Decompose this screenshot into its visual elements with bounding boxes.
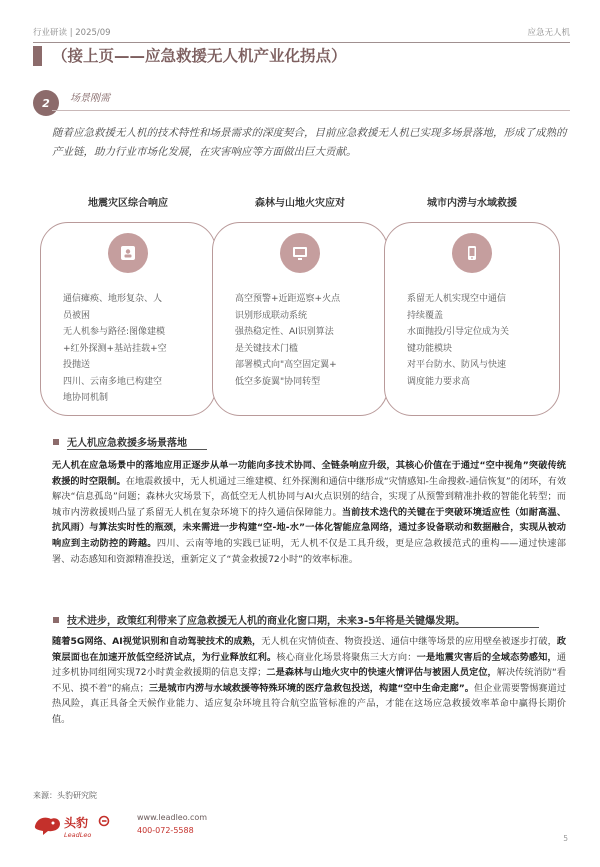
paragraph-scenarios bbox=[52, 458, 566, 567]
card-line: 系留无人机实现空中通信 bbox=[407, 294, 507, 304]
card-text bbox=[235, 291, 377, 390]
header-divider bbox=[33, 42, 570, 43]
card-line: 员被困 bbox=[63, 310, 91, 321]
bold-span: 无人机在应急场景中的落地应用正逐步从单一功能向多技术协同、全链条响应升级，其核心价值在于通过“空中视角”突破传统救援的时空限制。 bbox=[52, 460, 566, 487]
card-line: 调度能力要求高 bbox=[407, 376, 471, 387]
subsection-heading-text: 技术进步，政策红利带来了应急救援无人机的商业化窗口期，未来3-5年将是关键爆发期。 bbox=[67, 616, 466, 627]
section-divider bbox=[52, 110, 570, 111]
subsection-underline bbox=[67, 627, 539, 628]
id-card-icon bbox=[108, 233, 148, 273]
monitor-icon bbox=[280, 233, 320, 273]
card-line: 持续覆盖 bbox=[407, 310, 444, 321]
subsection-heading-text: 无人机应急救援多场景落地 bbox=[67, 438, 187, 449]
card-line: 部署模式向"高空固定翼+ bbox=[235, 360, 337, 370]
subsection-heading-1 bbox=[53, 434, 187, 449]
column-title-forest-fire: 森林与山地火灾应对 bbox=[255, 198, 345, 209]
card-line: 是关键技术门槛 bbox=[235, 343, 299, 354]
scenario-card-earthquake bbox=[40, 222, 216, 416]
bold-span: 三是城市内涝与水域救援等特殊环境的医疗急救包投送，构建“空中生命走廊”。 bbox=[148, 682, 474, 694]
card-line: 水面抛投/引导定位成为关 bbox=[407, 327, 510, 337]
paragraph-commercialization bbox=[52, 634, 566, 728]
page-number: 5 bbox=[563, 834, 568, 843]
card-line: 地协同机制 bbox=[63, 393, 109, 403]
card-line: 四川、云南多地已构建空 bbox=[63, 376, 163, 387]
page-title: （接上页——应急救援无人机产业化拐点） bbox=[52, 47, 347, 65]
bold-span: 一是地震灾害后的全域态势感知， bbox=[416, 651, 557, 663]
scenario-card-urban-flood bbox=[384, 222, 560, 416]
card-line: 低空多旋翼"协同转型 bbox=[235, 376, 321, 387]
source-note: 来源：头豹研究院 bbox=[33, 791, 97, 800]
bold-span: 二是森林与山地火灾中的快速火情评估与被困人员定位， bbox=[266, 667, 497, 679]
logo-cn: 头豹 bbox=[64, 816, 89, 830]
bullet-square-icon bbox=[53, 617, 59, 623]
text-span: 通过多机协同组网实现72小时黄金救援期的信息支撑； bbox=[52, 651, 567, 679]
page-header bbox=[0, 0, 600, 44]
card-line: +红外探测+基站挂载+空 bbox=[63, 343, 167, 354]
text-span: 四川、云南等地的实践已证明，无人机不仅是工具升级，更是应急救援范式的重构——通过快速部署、动态感知和资源精准投送，重新定义了“黄金救援72小时”的效率标准。 bbox=[52, 537, 566, 565]
card-line: 无人机参与路径:图像建模 bbox=[63, 327, 166, 337]
card-line: 投抛送 bbox=[63, 360, 91, 370]
scenario-card-forest-fire bbox=[212, 222, 388, 416]
bold-span: 随着5G网络、AI视觉识别和自动驾驶技术的成熟， bbox=[52, 636, 262, 647]
text-span: 无人机在灾情侦查、物资投送、通信中继等场景的应用壁垒被逐步打破， bbox=[261, 636, 557, 647]
text-span: 但企业需要警惕赛道过热风险，真正具备全天候作业能力、适应复杂环境且符合航空监管标准的产品，才能在这场应急救援效率革命中赢得长期价值。 bbox=[52, 682, 567, 725]
logo-en: LeadLeo bbox=[64, 831, 92, 838]
website-link[interactable]: www.leadleo.com bbox=[137, 813, 208, 822]
mobile-icon bbox=[452, 233, 492, 273]
text-span: 核心商业化场景将聚焦三大方向： bbox=[276, 651, 417, 663]
bullet-square-icon bbox=[53, 439, 59, 445]
intro-paragraph: 随着应急救援无人机的技术特性和场景需求的深度契合，目前应急救援无人机已实现多场景落地，形成了成熟的产业链，助力行业市场化发展，在灾害响应等方面做出巨大贡献。 bbox=[52, 127, 567, 158]
text-span: 在地震救援中，无人机通过三维建模、红外探测和通信中继形成“灾情感知-生命搜救-通信恢复”的闭环，有效解决“信息孤岛”问题；森林火灾场景下，高低空无人机协同与AI火点识别的结合，实现了从预警到精准扑救的智能化转型；而城市内涝救援则凸显了系留无人机在复杂环境下的持久通信保障能力。 bbox=[52, 475, 567, 518]
text-span: 解决传统消防“看不见、摸不着”的痛点； bbox=[52, 667, 567, 694]
card-line: 识别形成联动系统 bbox=[235, 310, 308, 321]
card-text bbox=[63, 291, 205, 407]
card-line: 键功能模块 bbox=[407, 343, 453, 354]
subsection-underline bbox=[67, 449, 207, 450]
header-right: 应急无人机 bbox=[527, 28, 570, 38]
section-label: 场景刚需 bbox=[70, 93, 110, 104]
bold-span: 政策层面也在加速开放低空经济试点，为行业释放红利。 bbox=[52, 636, 567, 663]
bold-span: 当前技术迭代的关键在于突破环境适应性（如耐高温、抗风雨）与算法实时性的瓶颈，未来需进一步构建“空-地-水”一体化智能应急网络，通过多设备联动和数据融合，实现从被动响应到主动防控的跨越。 bbox=[52, 506, 567, 549]
card-line: 高空预警+近距巡察+火点 bbox=[235, 294, 341, 304]
card-line: 对平台防水、防风与快速 bbox=[407, 360, 507, 370]
column-title-earthquake: 地震灾区综合响应 bbox=[88, 198, 168, 209]
column-title-urban-flood: 城市内涝与水域救援 bbox=[427, 198, 517, 209]
leadleo-logo bbox=[33, 812, 128, 838]
phone-number: 400-072-5588 bbox=[137, 826, 194, 835]
card-line: 强热稳定性、AI识别算法 bbox=[235, 327, 334, 337]
header-left: 行业研读 | 2025/09 bbox=[33, 28, 111, 38]
title-accent-bar bbox=[33, 46, 42, 66]
section-number-badge: 2 bbox=[33, 90, 59, 116]
subsection-heading-2 bbox=[53, 612, 465, 627]
card-text bbox=[407, 291, 549, 390]
card-line: 通信瘫痪、地形复杂、人 bbox=[63, 294, 163, 304]
